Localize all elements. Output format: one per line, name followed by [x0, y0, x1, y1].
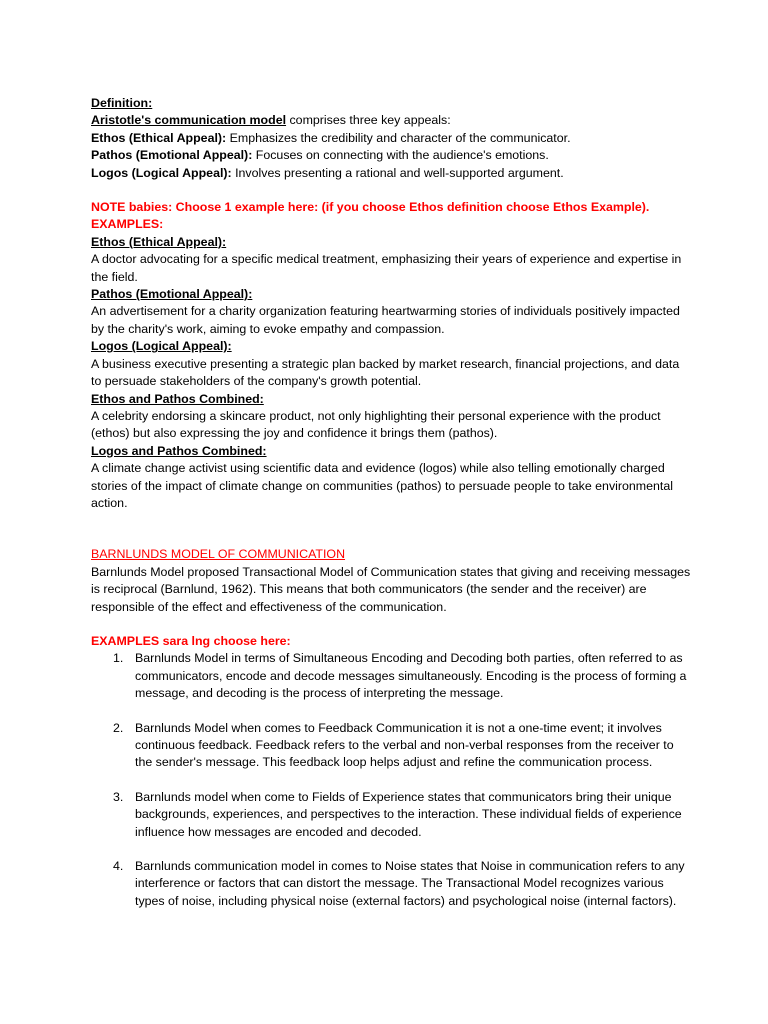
appeal-term: Ethos (Ethical Appeal):: [91, 130, 227, 145]
model-line: [91, 112, 691, 129]
appeal-desc: Focuses on connecting with the audience's emotions.: [252, 148, 549, 163]
note-line: NOTE babies: Choose 1 example here: (if you choose Ethos definition choose Ethos Example).: [91, 200, 650, 215]
list-number: 4.: [113, 859, 124, 874]
list-item: [91, 858, 691, 910]
barnlund-list: [91, 650, 691, 910]
example-text: A business executive presenting a strategic plan backed by market research, financial projections, and data to persuade stakeholders of the company's growth potential.: [91, 356, 680, 389]
barnlund-heading: BARNLUNDS MODEL OF COMMUNICATION: [91, 547, 346, 562]
list-number: 2.: [113, 720, 124, 735]
barnlund-intro: Barnlunds Model proposed Transactional Model of Communication states that giving and receiving messages is reciprocal (Barnlund, 1962). This means that both communicators (the sender and the receiver) are responsible of the effect and effectiveness of the communication.: [91, 564, 691, 614]
appeal-pathos: [91, 147, 691, 164]
model-title: Aristotle's communication model: [91, 113, 287, 128]
list-item: [91, 789, 691, 841]
list-text: Barnlunds Model in terms of Simultaneous Encoding and Decoding both parties, often referred to as communicators, encode and decode messages simultaneously. Encoding is the process of forming a message, and decoding is the process of interpreting the message.: [135, 651, 687, 701]
example-title: Logos (Logical Appeal):: [91, 339, 232, 354]
model-rest: comprises three key appeals:: [286, 113, 451, 128]
example-text: A doctor advocating for a specific medical treatment, emphasizing their years of experience and expertise in the field.: [91, 252, 682, 284]
list-text: Barnlunds Model when comes to Feedback Communication it is not a one-time event; it involves continuous feedback. Feedback refers to the verbal and non-verbal responses from the receiver to the sender's message. This feedback loop helps adjust and refine the communication process.: [135, 720, 674, 770]
example-title: Ethos and Pathos Combined:: [91, 391, 264, 406]
example-title: Logos and Pathos Combined:: [91, 443, 267, 458]
example-title: Ethos (Ethical Appeal):: [91, 234, 227, 249]
example-text: An advertisement for a charity organization featuring heartwarming stories of individuals positively impacted by the charity's work, aiming to evoke empathy and compassion.: [91, 304, 680, 336]
example-title: Pathos (Emotional Appeal):: [91, 287, 253, 302]
example-text: A climate change activist using scientific data and evidence (logos) while also telling emotionally charged stories of the impact of climate change on communities (pathos) to persuade people to take environmental action.: [91, 461, 673, 510]
appeal-desc: Emphasizes the credibility and character of the communicator.: [226, 130, 571, 145]
appeal-ethos: [91, 130, 691, 147]
definition-heading: Definition:: [91, 96, 153, 110]
list-text: Barnlunds model when come to Fields of Experience states that communicators bring their unique backgrounds, experiences, and perspectives to the interaction. These individual fields of experience influence how messages are encoded and decoded.: [135, 789, 682, 839]
examples-heading: EXAMPLES:: [91, 217, 164, 232]
document-body: [91, 95, 691, 927]
list-item: [91, 720, 691, 772]
list-number: 3.: [113, 789, 124, 804]
appeal-term: Pathos (Emotional Appeal):: [91, 148, 253, 163]
appeal-term: Logos (Logical Appeal):: [91, 165, 232, 180]
appeal-logos: [91, 165, 691, 182]
example-text: A celebrity endorsing a skincare product, not only highlighting their personal experience with the product (ethos) but also expressing the joy and confidence it brings them (pathos).: [91, 408, 661, 441]
list-item: [91, 650, 691, 702]
barnlund-examples-heading: EXAMPLES sara lng choose here:: [91, 633, 291, 648]
list-number: 1.: [113, 651, 124, 666]
list-text: Barnlunds communication model in comes to Noise states that Noise in communication refers to any interference or factors that can distort the message. The Transactional Model recognizes various types of noise, including physical noise (external factors) and psychological noise (internal factors).: [135, 859, 685, 908]
appeal-desc: Involves presenting a rational and well-supported argument.: [231, 165, 564, 180]
